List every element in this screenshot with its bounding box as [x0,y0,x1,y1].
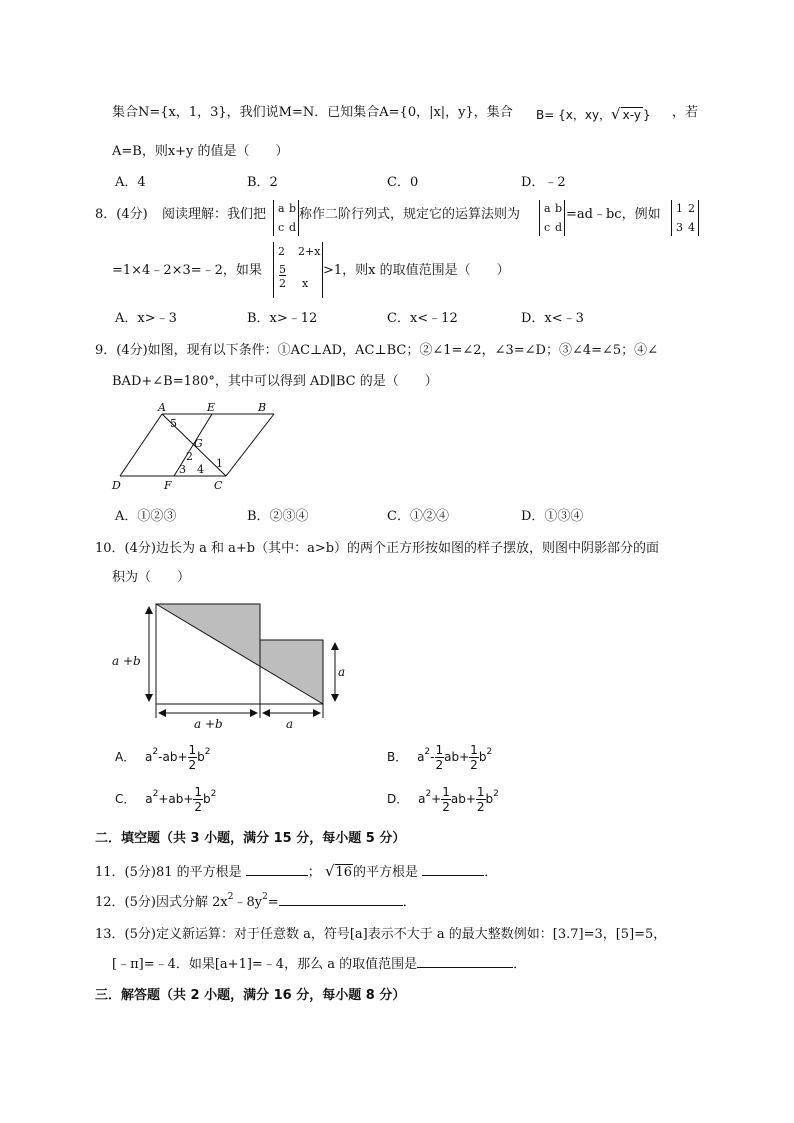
option-letter: B． [387,750,408,764]
fraction [435,744,445,771]
fraction [193,786,203,813]
section-2-heading: 二．填空题（共 3 小题，满分 15 分，每小题 5 分） [95,831,406,846]
denominator: 2 [194,800,203,814]
option-letter: C． [115,792,136,806]
label-4: 4 [197,463,204,476]
det4-b: 2+x [298,245,321,258]
q8-line2-b: >1，则x 的取值范围是（ ） [323,263,510,278]
sqrt-symbol: √ [324,862,335,880]
q11-text-b: ； [307,865,321,880]
det3-c: 3 [676,221,683,234]
q13-line2 [112,958,526,971]
q7-line1-end: ，若 [672,105,699,120]
label-b: B [258,401,267,414]
exponent: 2 [152,789,159,799]
label-bottom-small: a [286,717,294,728]
option-letter: A． [115,750,136,764]
det2-b: b [555,202,563,215]
sqrt-symbol: √ [611,105,621,123]
q7-line2: A=B，则x+y 的值是（ ） [112,144,289,159]
setB-suffix: } [642,108,651,122]
q8-line2-a: =1×4﹣2×3=﹣2，如果 [112,263,262,278]
q9-option-b: B．②③④ [247,509,309,524]
q10-option-a [115,744,211,771]
determinant-1 [273,200,299,236]
det4-c-denominator: 2 [279,277,286,290]
q13-line1: 13．(5分)定义新运算：对于任意数 a，符号[a]表示不大于 a 的最大整数例如：[3.7]=3，[5]=5， [95,927,667,942]
q9-option-d: D．①③④ [521,509,584,524]
label-left-height: a +b [112,654,141,668]
term: ab+ [450,792,476,806]
q10-line1: 10．(4分)边长为 a 和 a+b（其中：a>b）的两个正方形按如图的样子摆放，则图中阴影部分的面 [95,541,660,556]
q12-text-c: = [267,895,279,910]
term: a [145,750,153,764]
det3-d: 4 [688,221,695,234]
q11-text-d: ． [484,865,498,880]
q12 [95,892,416,910]
exponent: 2 [424,747,431,757]
term: + [431,792,442,806]
numerator: 1 [470,743,478,757]
q9-option-c: C．①②④ [387,509,449,524]
term: b [478,750,487,764]
parallelogram-figure [108,398,278,494]
denominator: 2 [476,800,485,814]
q8-option-a: A．x>﹣3 [115,311,177,326]
det4-c-numerator: 5 [279,263,286,276]
det2-c: c [544,221,551,234]
q11-blank-2[interactable] [422,875,484,876]
exponent: 2 [204,747,211,757]
denominator: 2 [435,758,444,772]
label-5: 5 [170,417,177,430]
q9-option-a: A．①②③ [115,509,177,524]
fraction [188,744,198,771]
q12-blank[interactable] [279,905,403,906]
q7-option-c: C．0 [387,175,419,190]
determinant-2 [539,200,565,236]
term: b [485,792,494,806]
q10-option-c [115,786,216,813]
q11-radicand: 16 [335,865,353,880]
q7-line1 [112,106,513,119]
term: ab+ [444,750,470,764]
q7-option-b: B．2 [247,175,278,190]
q9-line2: BAD+∠B=180°，其中可以得到 AD∥BC 的是（ ） [112,374,438,389]
det3-b: 2 [688,202,695,215]
term: b [203,792,211,806]
numerator: 1 [194,785,203,799]
fraction [469,744,479,771]
q11-text-a: 11．(5分)81 的平方根是 [95,865,242,880]
q11 [95,864,497,879]
exponent: 2 [227,892,234,902]
label-e: E [207,401,216,414]
exponent: 2 [262,892,268,902]
line-ad [120,414,162,476]
q10-option-b [387,744,492,771]
fraction [441,786,451,813]
term: b [197,750,205,764]
q13-blank[interactable] [417,967,513,968]
q8-option-d: D．x<﹣3 [521,311,584,326]
denominator: 2 [442,800,450,814]
q8-text-a: 阅读理解：我们把 [162,207,267,222]
q8-option-c: C．x<﹣12 [387,311,458,326]
determinant-4 [273,242,323,298]
q13-text-b: ． [513,957,527,972]
label-right-height: a [338,665,346,679]
term: a [145,792,153,806]
determinant-3 [671,200,699,236]
label-d: D [112,479,121,492]
label-f: F [164,479,172,492]
q12-text-d: ． [402,895,416,910]
q7-line1-text: 集合N={x，1，3}，我们说M=N．已知集合A={0，|x|，y}，集合 [112,105,513,120]
term: - [430,750,435,764]
setB-radicand: x-y [622,108,641,122]
q7-setB [536,107,651,122]
q10-option-d [387,786,499,813]
q10-line2: 积为（ ） [112,570,191,585]
q8-text-b: 称作二阶行列式，规定它的运算法则为 [299,207,521,222]
det2-a: a [544,202,551,215]
denominator: 2 [188,758,197,772]
option-letter: D． [387,792,409,806]
q12-text-a: 12．(5分)因式分解 2x [95,895,228,910]
label-a: A [158,401,166,414]
term: -ab+ [158,750,188,764]
q8-number: 8．(4分) [95,207,148,222]
det1-a: a [278,202,285,215]
exponent: 2 [425,789,432,799]
q13-text-a: [﹣π]=﹣4．如果[a+1]=﹣4，那么 a 的取值范围是 [112,957,418,972]
exponent: 2 [210,789,217,799]
term: a [418,792,426,806]
line-bc [226,414,274,476]
label-1: 1 [216,457,223,470]
exponent: 2 [152,747,159,757]
exponent: 2 [493,789,499,799]
section-3-heading: 三．解答题（共 2 小题，满分 16 分，每小题 8 分） [95,988,406,1003]
numerator: 1 [476,785,485,799]
det4-d: x [302,277,309,290]
numerator: 1 [442,785,450,799]
numerator: 1 [188,743,197,757]
q11-text-c: 的平方根是 [353,865,419,880]
denominator: 2 [470,758,478,772]
setB-prefix: B= {x，xy， [536,108,612,122]
term: +ab+ [158,792,194,806]
q7-option-a: A．4 [115,175,146,190]
q7-option-d: D．﹣2 [521,175,566,190]
numerator: 1 [435,743,444,757]
q11-blank-1[interactable] [246,875,308,876]
q12-text-b: ﹣8y [233,895,263,910]
label-3: 3 [179,463,186,476]
label-c: C [214,479,223,492]
det1-d: d [289,221,297,234]
det4-a: 2 [278,245,285,258]
label-2: 2 [186,450,193,463]
q8-text-c: =ad﹣bc，例如 [566,207,661,222]
term: a [417,750,425,764]
label-bottom-large: a +b [194,717,223,728]
det1-b: b [289,202,297,215]
squares-figure [108,598,358,728]
fraction [476,786,486,813]
det2-d: d [555,221,563,234]
label-g: G [194,437,203,450]
q9-line1: 9．(4分)如图，现有以下条件：①AC⊥AD，AC⊥BC；②∠1=∠2，∠3=∠D；③∠4=∠5；④∠ [95,343,659,358]
det1-c: c [278,221,285,234]
exponent: 2 [486,747,493,757]
q8-option-b: B．x>﹣12 [247,311,318,326]
det3-a: 1 [676,202,683,215]
